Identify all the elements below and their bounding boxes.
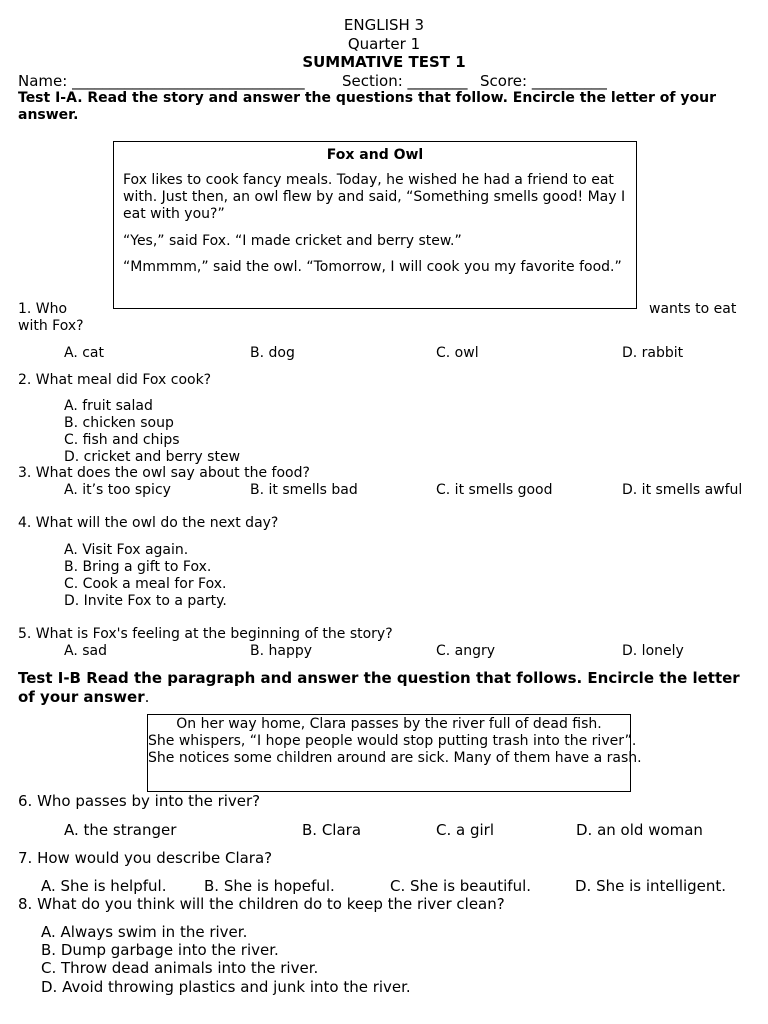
quarter-heading: Quarter 1 (347, 35, 421, 53)
choice-3b[interactable]: B. it smells bad (250, 482, 358, 498)
score-field[interactable]: Score: __________ (480, 72, 607, 90)
choice-4a[interactable]: A. Visit Fox again. (64, 542, 189, 558)
story-paragraph: “Yes,” said Fox. “I made cricket and berry stew.” (123, 233, 462, 249)
story-paragraph: Fox likes to cook fancy meals. Today, he wished he had a friend to eat with. Just then, an owl flew by and said, “Something smells good! May I eat with you?” (123, 172, 626, 222)
question-2-prompt: 2. What meal did Fox cook? (18, 372, 212, 388)
question-6-prompt: 6. Who passes by into the river? (18, 792, 261, 810)
question-7-prompt: 7. How would you describe Clara? (18, 849, 273, 867)
choice-2a[interactable]: A. fruit salad (64, 398, 153, 414)
name-field[interactable]: Name: _______________________________ (18, 72, 305, 90)
question-1-prompt: 1. Who (18, 301, 68, 317)
choice-7b[interactable]: B. She is hopeful. (204, 877, 335, 895)
choice-5d[interactable]: D. lonely (622, 643, 684, 659)
choice-5b[interactable]: B. happy (250, 643, 313, 659)
choice-2c[interactable]: C. fish and chips (64, 432, 180, 448)
section-field[interactable]: Section: ________ (342, 72, 468, 90)
paragraph-line: On her way home, Clara passes by the river full of dead fish. (176, 716, 602, 732)
choice-7a[interactable]: A. She is helpful. (41, 877, 167, 895)
choice-6b[interactable]: B. Clara (302, 821, 362, 839)
choice-6a[interactable]: A. the stranger (64, 821, 177, 839)
test-b-instruction (18, 669, 750, 707)
question-8-prompt: 8. What do you think will the children do to keep the river clean? (18, 895, 505, 913)
question-1-prompt-end: wants to eat (649, 301, 737, 317)
choice-8c[interactable]: C. Throw dead animals into the river. (41, 959, 319, 977)
choice-7d[interactable]: D. She is intelligent. (575, 877, 727, 895)
test-b-instruction-bold: Test I-B Read the paragraph and answer the question that follows. Encircle the letter of your answer (18, 669, 740, 706)
choice-8b[interactable]: B. Dump garbage into the river. (41, 941, 279, 959)
paragraph-line: She whispers, “I hope people would stop putting trash into the river”. (148, 733, 637, 749)
question-5-prompt: 5. What is Fox's feeling at the beginning of the story? (18, 626, 393, 642)
choice-2b[interactable]: B. chicken soup (64, 415, 174, 431)
choice-2d[interactable]: D. cricket and berry stew (64, 449, 241, 465)
test-b-instruction-end: . (144, 688, 150, 706)
choice-4b[interactable]: B. Bring a gift to Fox. (64, 559, 212, 575)
story-paragraph: “Mmmmm,” said the owl. “Tomorrow, I will cook you my favorite food.” (123, 259, 622, 275)
choice-1a[interactable]: A. cat (64, 345, 104, 361)
choice-1c[interactable]: C. owl (436, 345, 479, 361)
choice-3a[interactable]: A. it’s too spicy (64, 482, 171, 498)
choice-1d[interactable]: D. rabbit (622, 345, 684, 361)
test-a-instruction: Test I-A. Read the story and answer the questions that follow. Encircle the letter of your answer. (18, 90, 716, 123)
question-3-prompt: 3. What does the owl say about the food? (18, 465, 310, 481)
choice-6c[interactable]: C. a girl (436, 821, 494, 839)
choice-6d[interactable]: D. an old woman (576, 821, 703, 839)
choice-3d[interactable]: D. it smells awful (622, 482, 743, 498)
choice-4d[interactable]: D. Invite Fox to a party. (64, 593, 227, 609)
question-4-prompt: 4. What will the owl do the next day? (18, 515, 279, 531)
choice-8d[interactable]: D. Avoid throwing plastics and junk into the river. (41, 978, 411, 996)
paragraph-box (147, 714, 642, 792)
choice-5c[interactable]: C. angry (436, 643, 496, 659)
page-title: SUMMATIVE TEST 1 (302, 53, 466, 71)
paragraph-line: She notices some children around are sick. Many of them have a rash. (148, 750, 642, 766)
choice-8a[interactable]: A. Always swim in the river. (41, 923, 248, 941)
choice-4c[interactable]: C. Cook a meal for Fox. (64, 576, 227, 592)
subject-heading: ENGLISH 3 (343, 16, 425, 34)
choice-3c[interactable]: C. it smells good (436, 482, 553, 498)
choice-5a[interactable]: A. sad (64, 643, 107, 659)
story-box (113, 141, 637, 309)
choice-1b[interactable]: B. dog (250, 345, 295, 361)
question-1-prompt-cont: with Fox? (18, 318, 84, 334)
story-title: Fox and Owl (326, 147, 424, 163)
choice-7c[interactable]: C. She is beautiful. (390, 877, 532, 895)
